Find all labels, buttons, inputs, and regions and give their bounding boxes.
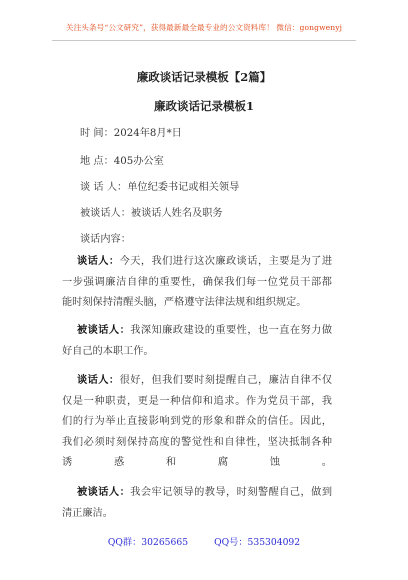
paragraph-line: 清正廉洁。 bbox=[62, 507, 113, 519]
dialogue-paragraph bbox=[62, 370, 332, 474]
speaker-label: 被谈话人： bbox=[77, 324, 131, 336]
interviewee-field: 被谈话人：被谈话人姓名及职务 bbox=[80, 208, 223, 219]
paragraph-text: 我会牢记领导的教导，时刻警醒自己，做到 bbox=[130, 487, 333, 498]
speaker-label: 被谈话人： bbox=[77, 486, 131, 498]
document-subtitle: 廉政谈话记录模板1 bbox=[153, 99, 254, 113]
qq-group-text: QQ群：30265665 bbox=[107, 537, 189, 548]
paragraph-first-line bbox=[62, 370, 332, 392]
paragraph-text: 很好，但我们要时刻提醒自己，廉洁自律不仅 bbox=[119, 375, 332, 386]
paragraph-line: 们的行为举止直接影响到党的形象和群众的信任。因此， bbox=[62, 416, 332, 427]
header-divider bbox=[52, 40, 356, 41]
interviewer-field: 谈 话 人：单位纪委书记或相关领导 bbox=[80, 182, 240, 193]
speaker-label: 谈话人： bbox=[77, 255, 120, 267]
paragraph-line: 我们必须时刻保持高度的警觉性和自律性，坚决抵制各种 bbox=[62, 436, 332, 448]
paragraph-line: 一步强调廉洁自律的重要性，确保我们每一位党员干部都 bbox=[62, 276, 332, 288]
dialogue-paragraph bbox=[62, 320, 332, 362]
speaker-label: 谈话人： bbox=[77, 374, 120, 386]
paragraph-first-line bbox=[62, 320, 332, 342]
time-field: 时 间：2024年8月*日 bbox=[80, 128, 182, 139]
paragraph-line: 能时刻保持清醒头脑，严格遵守法律法规和组织规定。 bbox=[62, 297, 307, 308]
paragraph-line: 仅是一种职责，更是一种信仰和追求。作为党员干部，我 bbox=[62, 395, 332, 407]
page-footer bbox=[0, 534, 408, 548]
qq-number-text: QQ号：535304092 bbox=[214, 537, 301, 548]
paragraph-first-line bbox=[62, 251, 332, 273]
place-field: 地 点：405办公室 bbox=[80, 156, 164, 167]
paragraph-text: 我深知廉政建设的重要性，也一直在努力做 bbox=[130, 325, 333, 336]
page-header-notice: 关注头条号“公文研究”，获得最新最全最专业的公文资料库！ 微信：gongwenyj bbox=[65, 23, 343, 32]
paragraph-first-line bbox=[62, 482, 332, 504]
paragraph-line: 好自己的本职工作。 bbox=[62, 345, 154, 357]
paragraph-line: 诱惑和腐蚀。 bbox=[62, 457, 332, 468]
dialogue-paragraph bbox=[62, 251, 332, 314]
paragraph-text: 今天，我们进行这次廉政谈话，主要是为了进 bbox=[119, 256, 332, 267]
dialogue-paragraph bbox=[62, 482, 332, 524]
document-title: 廉政谈话记录模板【2篇】 bbox=[136, 70, 272, 84]
content-label: 谈话内容： bbox=[80, 234, 131, 245]
